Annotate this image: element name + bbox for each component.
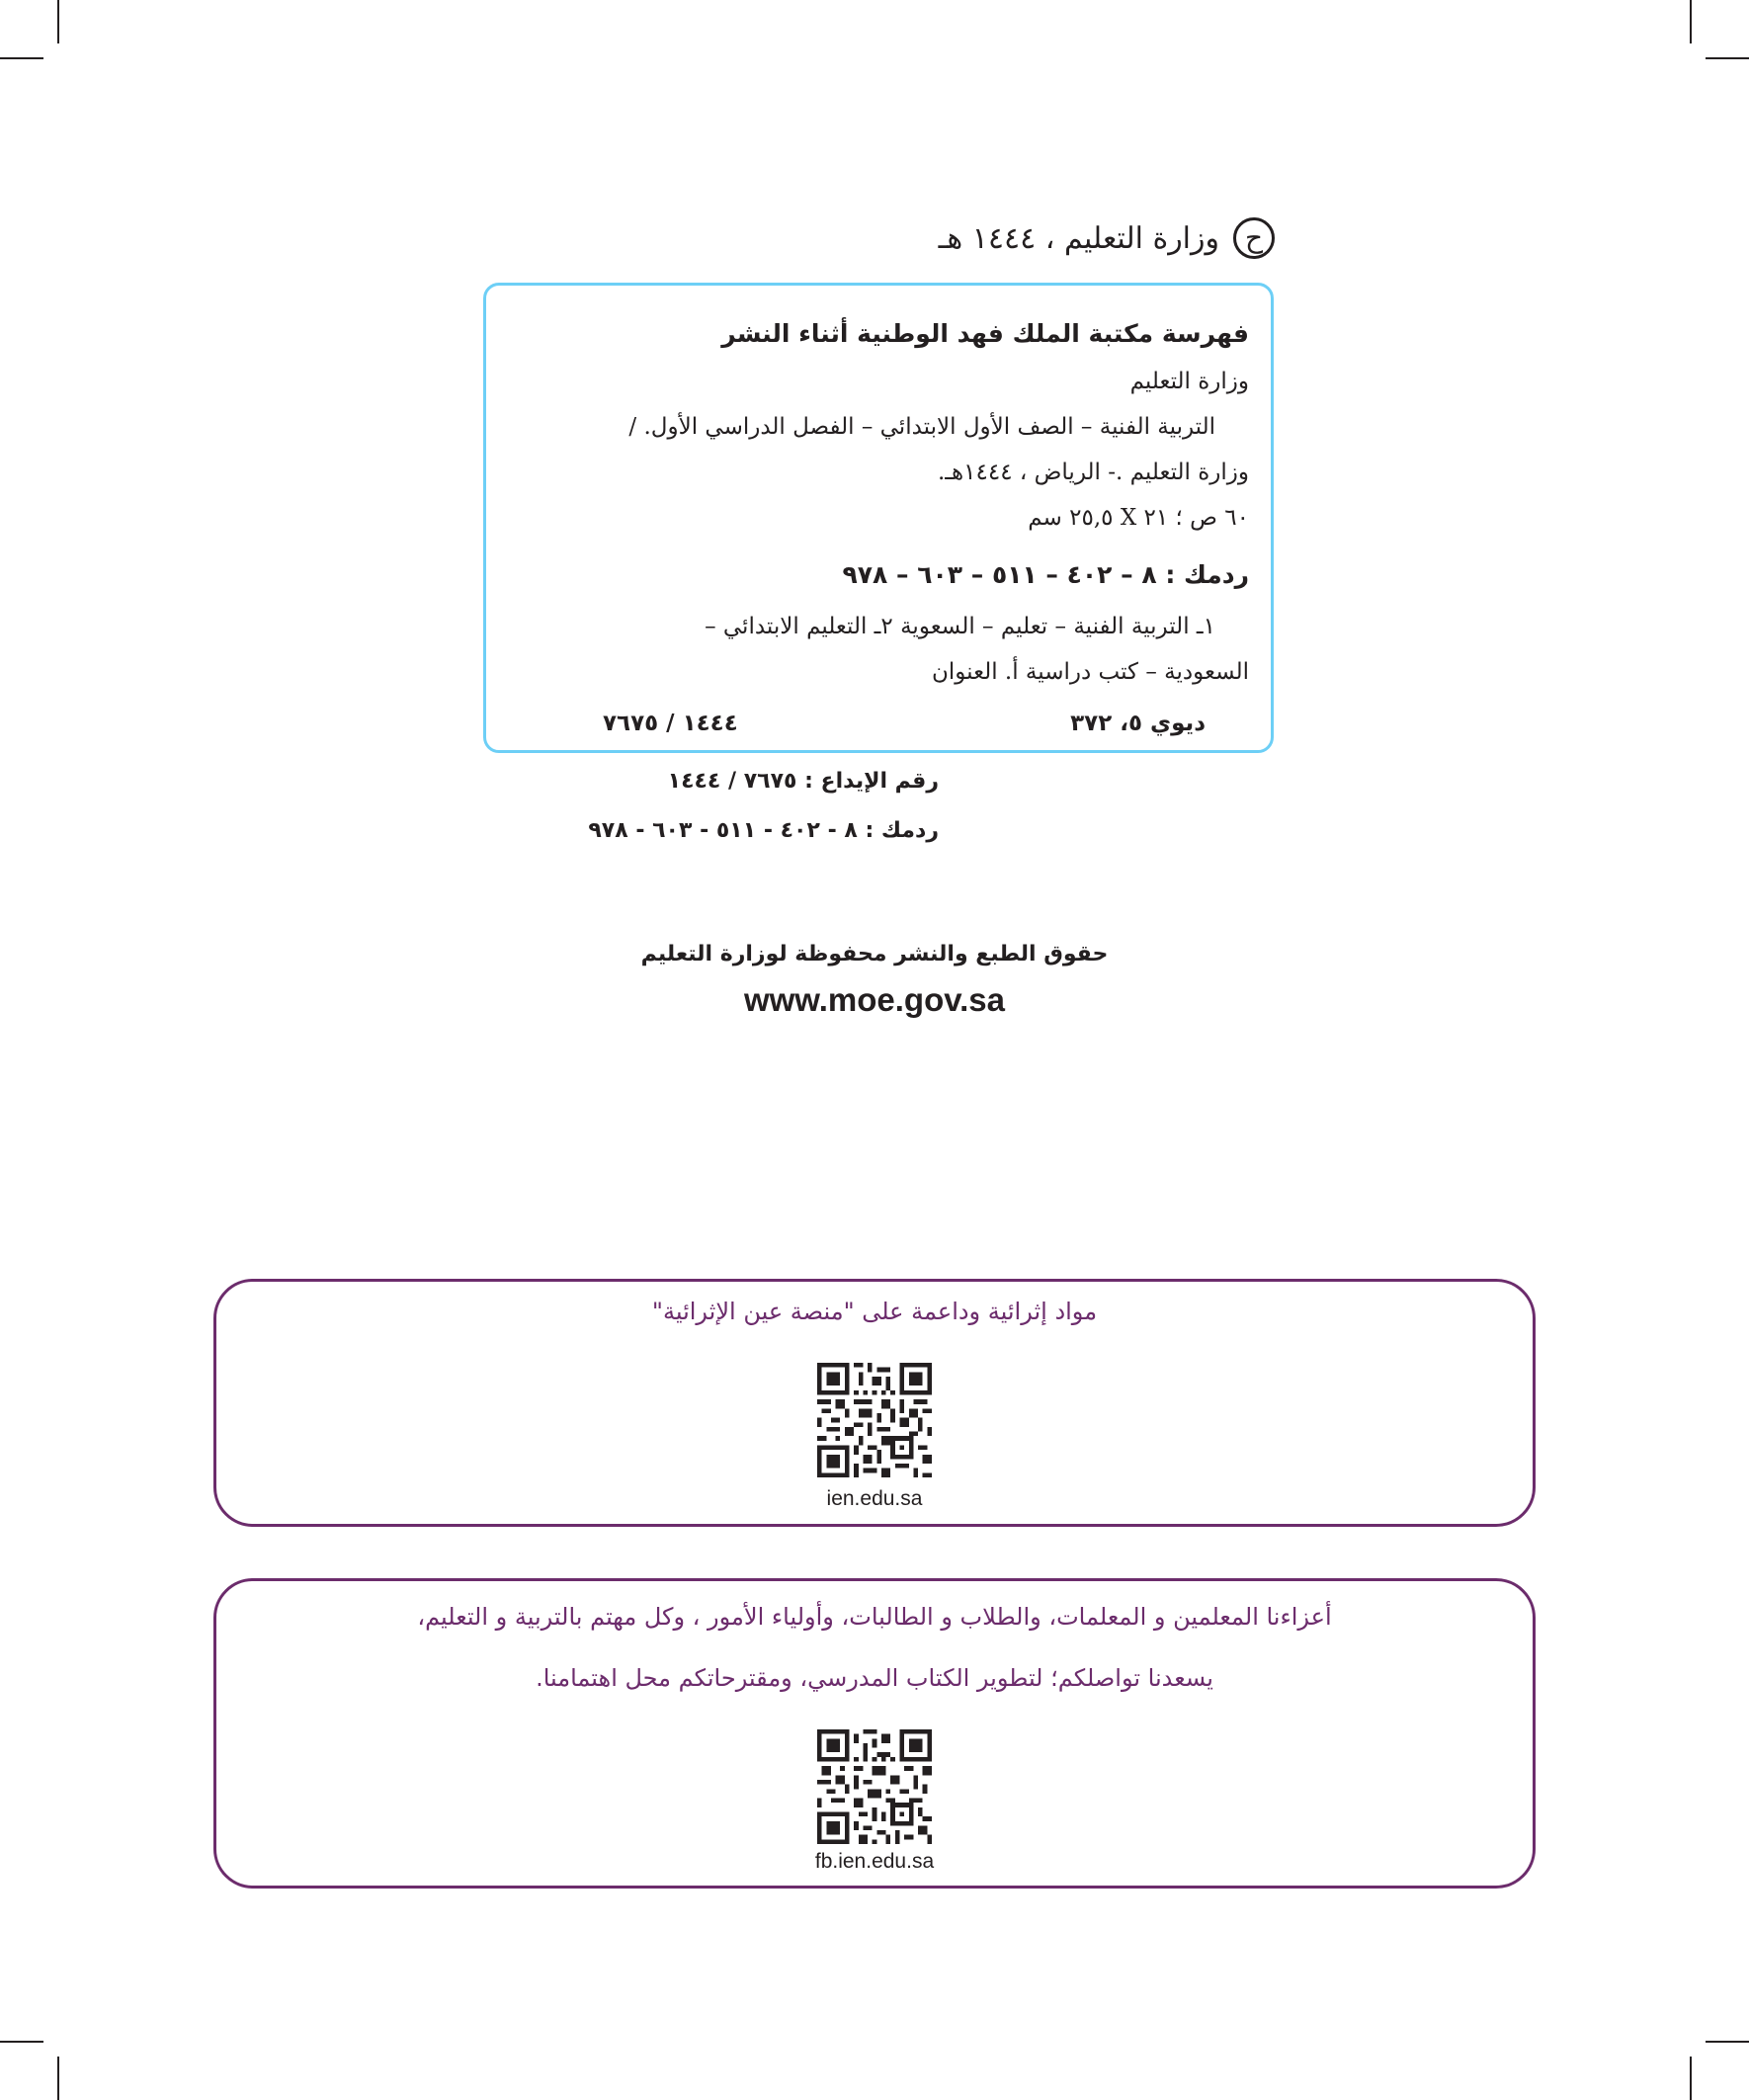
catalog-heading: فهرسة مكتبة الملك فهد الوطنية أثناء النشر (721, 319, 1249, 348)
crop-mark (1690, 0, 1692, 43)
catalog-dewey: ديوي ٥، ٣٧٢ (1070, 711, 1206, 736)
copyright-line (939, 217, 1275, 259)
rights-text: حقوق الطبع والنشر محفوظة لوزارة التعليم (640, 942, 1109, 966)
crop-mark (1706, 2041, 1749, 2043)
moe-url[interactable]: www.moe.gov.sa (743, 981, 1006, 1018)
crop-mark (0, 57, 43, 59)
catalog-line: التربية الفنية – الصف الأول الابتدائي – الفصل الدراسي الأول. / (628, 414, 1215, 440)
deposit-number: رقم الإيداع : ٧٦٧٥ / ١٤٤٤ (667, 769, 939, 794)
crop-mark (57, 2057, 59, 2100)
catalog-line: وزارة التعليم (1129, 369, 1249, 394)
qr-code-icon[interactable] (817, 1729, 932, 1844)
crop-mark (1706, 57, 1749, 59)
catalog-card (483, 283, 1274, 753)
catalog-line: وزارة التعليم .- الرياض ، ١٤٤٤هـ. (937, 460, 1249, 485)
catalog-deposit: ١٤٤٤ / ٧٦٧٥ (603, 711, 738, 736)
catalog-line: ٦٠ ص ؛ ٢١ X ٢٥,٥ سم (1028, 505, 1249, 531)
feedback-line-1: أعزاءنا المعلمين و المعلمات، والطلاب و الطالبات، وأولياء الأمور ، وكل مهتم بالتربية و التعليم، (417, 1603, 1332, 1631)
crop-mark (0, 2041, 43, 2043)
ien-url[interactable]: ien.edu.sa (826, 1487, 923, 1510)
ien-box-text: مواد إثرائية وداعمة على "منصة عين الإثرائية" (651, 1298, 1098, 1325)
ien-platform-box (213, 1279, 1536, 1527)
crop-mark (57, 0, 59, 43)
qr-code-icon[interactable] (817, 1363, 932, 1477)
catalog-subjects: السعودية – كتب دراسية أ. العنوان (932, 659, 1249, 685)
isbn-line: ردمك : ٨ - ٤٠٢ - ٥١١ - ٦٠٣ - ٩٧٨ (588, 818, 939, 843)
copyright-text: وزارة التعليم ، ١٤٤٤ هـ (938, 220, 1219, 256)
crop-mark (1690, 2057, 1692, 2100)
feedback-url[interactable]: fb.ien.edu.sa (814, 1850, 935, 1873)
feedback-line-2: يسعدنا تواصلكم؛ لتطوير الكتاب المدرسي، ومقترحاتكم محل اهتمامنا. (536, 1664, 1213, 1692)
catalog-isbn: ردمك : ٨ – ٤٠٢ – ٥١١ – ٦٠٣ – ٩٧٨ (842, 560, 1249, 589)
catalog-subjects: ١ـ التربية الفنية – تعليم – السعوية ٢ـ التعليم الابتدائي – (705, 614, 1215, 639)
copyright-symbol: ح (1233, 217, 1275, 259)
feedback-box (213, 1578, 1536, 1889)
